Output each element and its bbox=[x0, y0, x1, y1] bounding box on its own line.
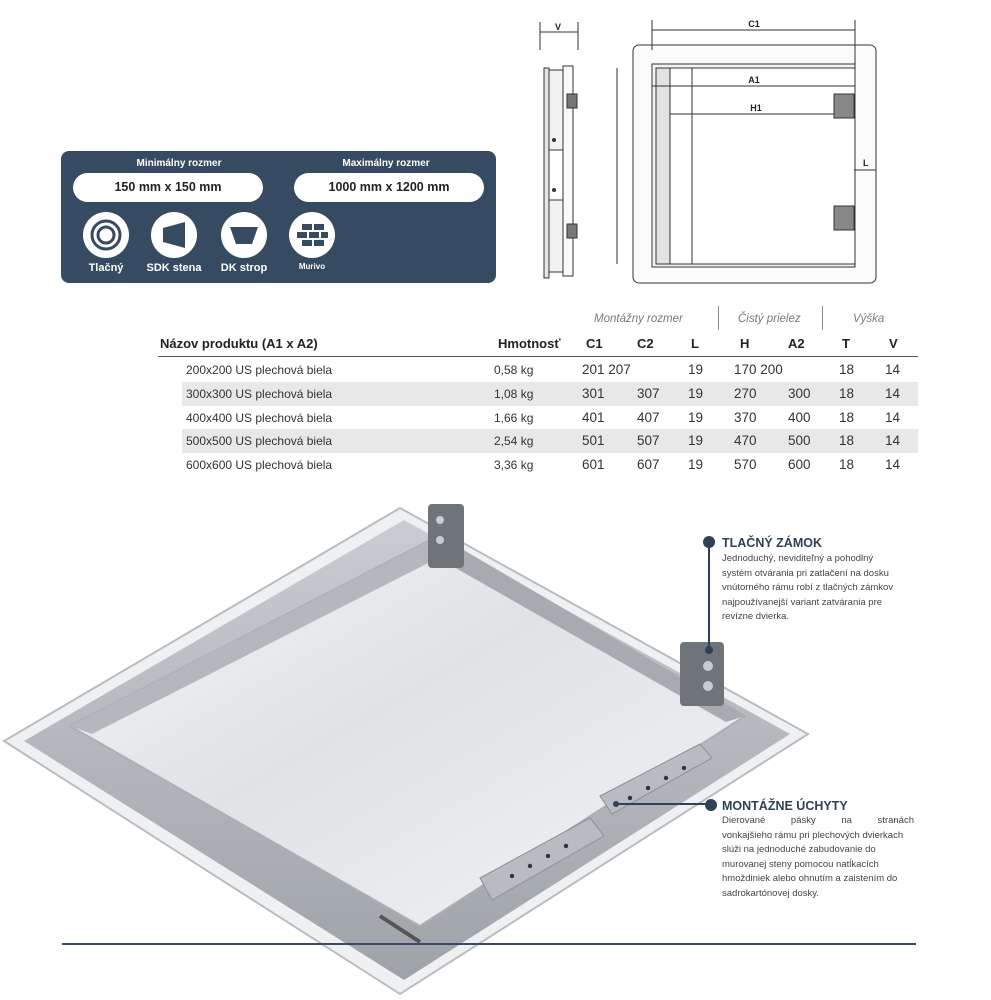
substrate-dk-ceiling-label: DK strop bbox=[220, 262, 268, 274]
cell-name: 400x400 US plechová biela bbox=[186, 411, 333, 425]
substrate-push bbox=[76, 212, 136, 274]
cell-weight: 3,36 kg bbox=[494, 458, 534, 472]
cell-t: 18 bbox=[839, 433, 855, 448]
header-l: L bbox=[691, 336, 699, 351]
mount-callout-line bbox=[612, 798, 712, 810]
dim-v-label: V bbox=[554, 22, 562, 32]
mount-text-line: sadrokartónovej dosky. bbox=[722, 887, 819, 899]
header-v: V bbox=[889, 336, 898, 351]
cell-v: 14 bbox=[885, 362, 901, 377]
lock-text-line: systém otvárania pri zatlačení na dosku bbox=[722, 567, 889, 579]
header-t: T bbox=[842, 336, 850, 351]
dim-a1-label: A1 bbox=[748, 75, 760, 85]
dim-h1-label: H1 bbox=[750, 103, 762, 113]
drywall-wall-icon bbox=[151, 212, 197, 258]
technical-drawing bbox=[520, 10, 880, 295]
substrate-sdk-wall-label: SDK stena bbox=[146, 262, 202, 274]
cell-t: 18 bbox=[839, 410, 855, 425]
cell-v: 14 bbox=[885, 457, 901, 472]
lock-text-line: vnútorného rámu robí z tlačných zámkov bbox=[722, 582, 894, 593]
cell-t: 18 bbox=[839, 457, 855, 472]
cell-c1: 201 207 bbox=[582, 362, 631, 377]
lock-callout-text bbox=[722, 552, 922, 625]
substrate-masonry-label: Murivo bbox=[298, 262, 326, 271]
dim-l-label: L bbox=[863, 158, 869, 168]
cell-c1: 601 bbox=[582, 457, 605, 472]
cell-h: 170 200 bbox=[734, 362, 783, 377]
cell-a2: 600 bbox=[788, 457, 811, 472]
cell-l: 19 bbox=[688, 433, 704, 448]
table-row bbox=[182, 453, 918, 477]
max-size-label: Maximálny rozmer bbox=[342, 158, 430, 169]
mount-callout-dot bbox=[705, 799, 717, 811]
lock-text-line: revízne dvierka. bbox=[722, 611, 790, 622]
cell-weight: 1,66 kg bbox=[494, 411, 534, 425]
table-row bbox=[182, 429, 918, 453]
substrate-sdk-wall bbox=[144, 212, 204, 274]
brick-wall-icon bbox=[289, 212, 335, 258]
mount-callout-text bbox=[722, 814, 914, 901]
table-row bbox=[182, 358, 918, 382]
mount-text-line: murovanej steny pomocou natĺkacích bbox=[722, 858, 879, 870]
cell-v: 14 bbox=[885, 410, 901, 425]
cell-c2: 307 bbox=[637, 386, 660, 401]
header-c2: C2 bbox=[637, 336, 654, 351]
mount-callout-title: MONTÁŽNE ÚCHYTY bbox=[722, 799, 848, 813]
cell-name: 600x600 US plechová biela bbox=[186, 458, 333, 472]
footer-rule bbox=[62, 943, 916, 945]
group-height-label: Výška bbox=[853, 313, 885, 325]
header-weight: Hmotnosť bbox=[498, 336, 561, 351]
header-name: Názov produktu (A1 x A2) bbox=[160, 336, 318, 351]
lock-callout-line bbox=[700, 538, 720, 656]
cell-name: 300x300 US plechová biela bbox=[186, 387, 333, 401]
lock-text-line: najpoužívanejší variant zatvárania pre bbox=[722, 596, 883, 608]
lock-text-line: Jednoduchý, neviditeľný a pohodlný bbox=[722, 553, 874, 564]
mount-text-line: slúži na jednoduché zabudovanie do bbox=[722, 844, 876, 855]
substrate-masonry bbox=[282, 212, 342, 271]
cell-name: 200x200 US plechová biela bbox=[186, 363, 333, 377]
cell-weight: 0,58 kg bbox=[494, 363, 534, 377]
cell-c1: 501 bbox=[582, 433, 605, 448]
header-h: H bbox=[740, 336, 750, 351]
cell-c1: 401 bbox=[582, 410, 605, 425]
lock-callout-title: TLAČNÝ ZÁMOK bbox=[722, 536, 822, 550]
group-separator bbox=[822, 306, 823, 330]
group-separator bbox=[718, 306, 719, 330]
drywall-ceiling-icon bbox=[221, 212, 267, 258]
cell-l: 19 bbox=[688, 386, 704, 401]
mount-text-line: vonkajšieho rámu pri plechových dvierkach bbox=[722, 829, 904, 841]
cell-h: 370 bbox=[734, 410, 757, 425]
mount-text-line: hmoždiniek alebo ohnutím a zaistením do bbox=[722, 873, 898, 884]
substrate-dk-ceiling bbox=[214, 212, 274, 274]
header-a2: A2 bbox=[788, 336, 805, 351]
cell-h: 270 bbox=[734, 386, 757, 401]
cell-a2: 400 bbox=[788, 410, 811, 425]
cell-a2: 300 bbox=[788, 386, 811, 401]
cell-name: 500x500 US plechová biela bbox=[186, 434, 333, 448]
min-size-label: Minimálny rozmer bbox=[136, 158, 222, 169]
cell-c1: 301 bbox=[582, 386, 605, 401]
cell-l: 19 bbox=[688, 362, 704, 377]
lock-callout-dot bbox=[703, 536, 715, 548]
table-row bbox=[182, 406, 918, 430]
cell-h: 470 bbox=[734, 433, 757, 448]
cell-c2: 507 bbox=[637, 433, 660, 448]
header-c1: C1 bbox=[586, 336, 603, 351]
min-size-value: 150 mm x 150 mm bbox=[73, 173, 263, 202]
dim-c1-label: C1 bbox=[748, 19, 760, 29]
cell-l: 19 bbox=[688, 410, 704, 425]
mount-text-line: Dierované pásky na stranách bbox=[722, 815, 914, 826]
push-lock-icon bbox=[83, 212, 129, 258]
cell-a2: 500 bbox=[788, 433, 811, 448]
cell-c2: 607 bbox=[637, 457, 660, 472]
cell-v: 14 bbox=[885, 433, 901, 448]
substrate-push-label: Tlačný bbox=[88, 262, 124, 274]
table-header bbox=[158, 333, 918, 357]
group-mount-label: Montážny rozmer bbox=[594, 313, 683, 325]
cell-h: 570 bbox=[734, 457, 757, 472]
group-clear-label: Čistý prielez bbox=[738, 313, 801, 325]
cell-t: 18 bbox=[839, 386, 855, 401]
max-size-value: 1000 mm x 1200 mm bbox=[294, 173, 484, 202]
cell-weight: 1,08 kg bbox=[494, 387, 534, 401]
table-row bbox=[182, 382, 918, 406]
cell-t: 18 bbox=[839, 362, 855, 377]
cell-weight: 2,54 kg bbox=[494, 434, 534, 448]
cell-v: 14 bbox=[885, 386, 901, 401]
cell-c2: 407 bbox=[637, 410, 660, 425]
size-panel bbox=[61, 151, 496, 283]
cell-l: 19 bbox=[688, 457, 704, 472]
push-lock-image bbox=[428, 504, 464, 568]
